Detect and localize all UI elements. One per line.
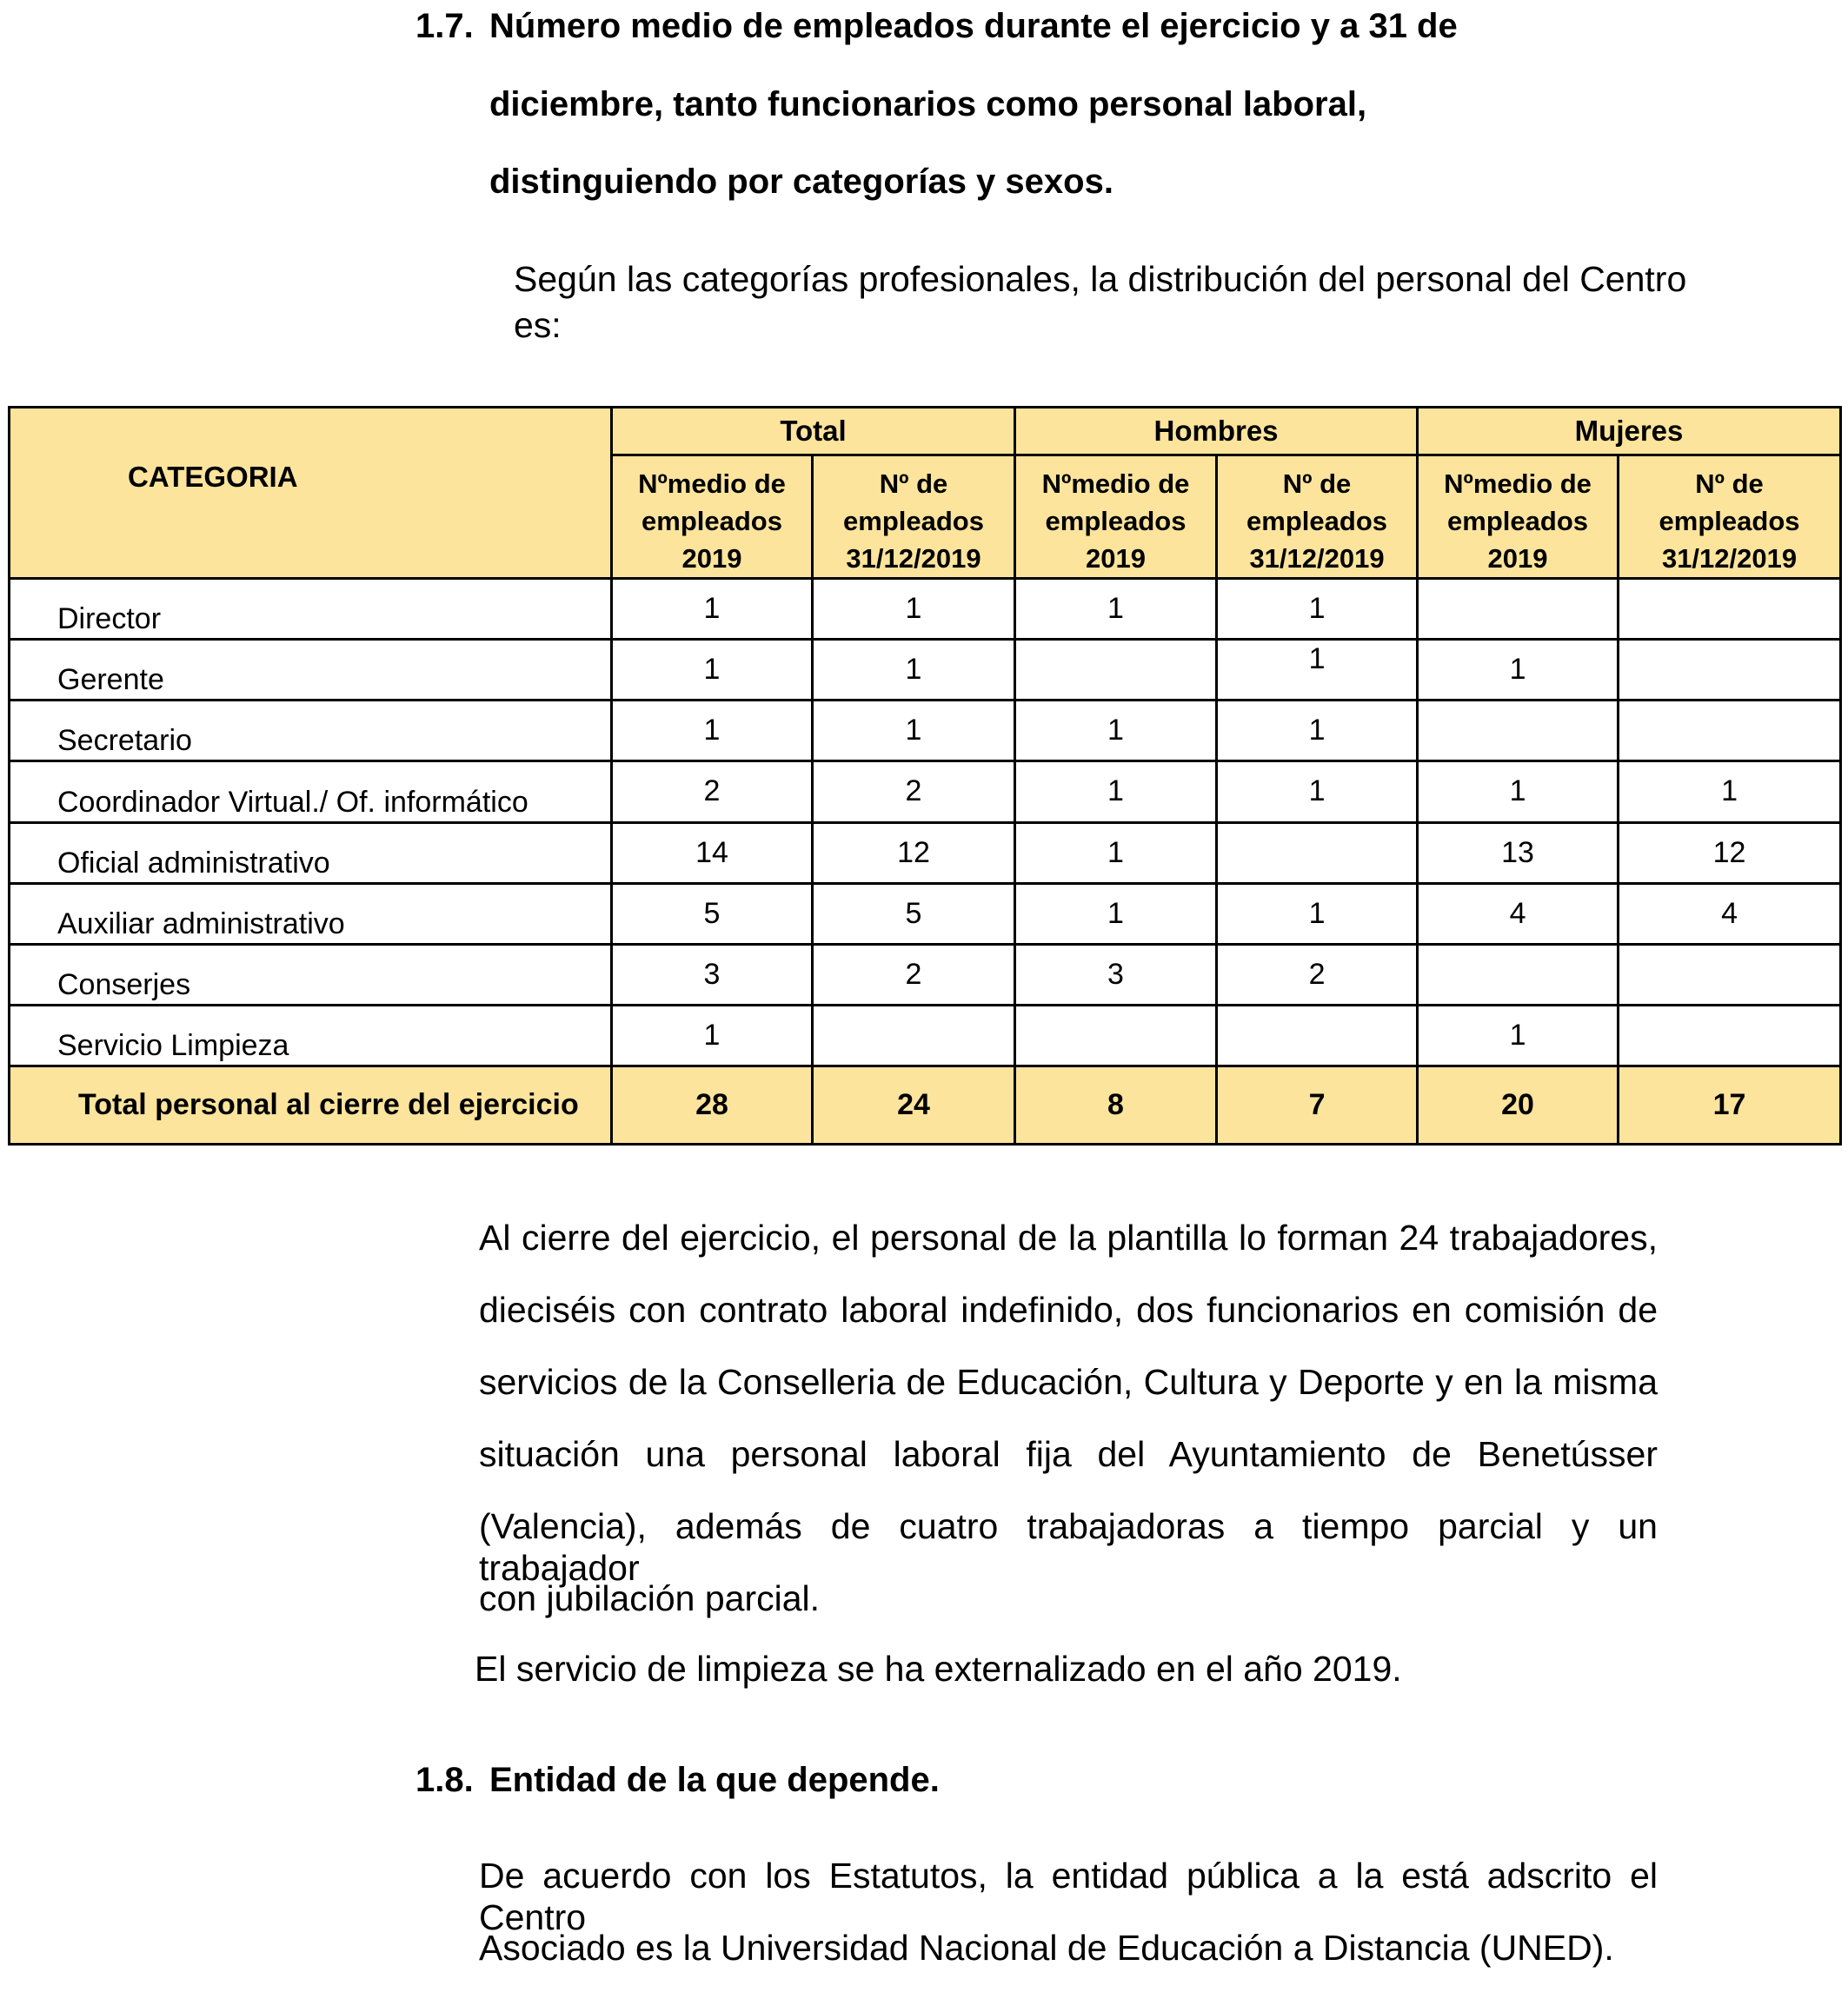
cell	[1619, 944, 1841, 1005]
cell: 1	[1418, 1005, 1619, 1066]
cell: 1	[813, 701, 1015, 761]
staff-paragraph	[479, 1217, 1658, 1650]
total-cell: 8	[1015, 1066, 1217, 1145]
cell: 2	[1217, 944, 1418, 1005]
cell	[1619, 701, 1841, 761]
table-header-row	[10, 408, 1841, 455]
table-row	[10, 579, 1841, 640]
paragraph-line: dieciséis con contrato laboral indefinido, dos funcionarios en comisión de	[479, 1290, 1658, 1330]
subheader-year-end: Nº de empleados 31/12/2019	[1619, 455, 1841, 579]
cell: 1	[1015, 822, 1217, 883]
table-row	[10, 761, 1841, 822]
cell	[1418, 944, 1619, 1005]
cell: 1	[1418, 761, 1619, 822]
cell: 13	[1418, 822, 1619, 883]
entity-paragraph	[479, 1855, 1658, 1999]
cell: 3	[612, 944, 813, 1005]
table-row	[10, 883, 1841, 944]
subheader-average: Nºmedio de empleados 2019	[612, 455, 813, 579]
cell: 2	[813, 944, 1015, 1005]
cell: 4	[1619, 883, 1841, 944]
cell	[1619, 1005, 1841, 1066]
paragraph-line: Asociado es la Universidad Nacional de Educación a Distancia (UNED).	[479, 1928, 1614, 1968]
cell: 1	[1217, 701, 1418, 761]
row-label: Auxiliar administrativo	[10, 883, 612, 944]
cell: 1	[612, 579, 813, 640]
cell: 1	[1217, 579, 1418, 640]
cell: 1	[1015, 761, 1217, 822]
total-cell: 20	[1418, 1066, 1619, 1145]
cell: 1	[813, 579, 1015, 640]
cell	[1418, 579, 1619, 640]
cell: 1	[612, 1005, 813, 1066]
group-header-total: Total	[612, 408, 1015, 455]
total-cell: 7	[1217, 1066, 1418, 1145]
cell: 5	[612, 883, 813, 944]
row-label: Secretario	[10, 701, 612, 761]
total-cell: 24	[813, 1066, 1015, 1145]
table-row	[10, 822, 1841, 883]
section-title-line: distinguiendo por categorías y sexos.	[489, 163, 1113, 201]
cell: 1	[1217, 640, 1418, 701]
subheader-year-end: Nº de empleados 31/12/2019	[1217, 455, 1418, 579]
row-label: Director	[10, 579, 612, 640]
table-row	[10, 640, 1841, 701]
cell	[1619, 579, 1841, 640]
group-header-women: Mujeres	[1418, 408, 1841, 455]
paragraph-line: con jubilación parcial.	[479, 1578, 821, 1618]
section-number: 1.7.	[415, 7, 474, 45]
cell: 12	[1619, 822, 1841, 883]
section-title-line: diciembre, tanto funcionarios como personal laboral,	[489, 85, 1367, 123]
cell: 2	[813, 761, 1015, 822]
cell: 1	[1217, 761, 1418, 822]
paragraph-line: (Valencia), además de cuatro trabajadoras a tiempo parcial y un trabajador	[479, 1506, 1658, 1588]
subheader-average: Nºmedio de empleados 2019	[1418, 455, 1619, 579]
total-cell: 28	[612, 1066, 813, 1145]
cell	[1015, 640, 1217, 701]
subheader-year-end: Nº de empleados 31/12/2019	[813, 455, 1015, 579]
intro-line: es:	[514, 305, 562, 345]
cell: 1	[813, 640, 1015, 701]
cell	[1418, 701, 1619, 761]
paragraph-line: Al cierre del ejercicio, el personal de la plantilla lo forman 24 trabajadores,	[479, 1218, 1658, 1258]
cell	[1217, 822, 1418, 883]
cell: 14	[612, 822, 813, 883]
cell: 1	[612, 640, 813, 701]
cell	[813, 1005, 1015, 1066]
cell: 1	[612, 701, 813, 761]
cell: 1	[1619, 761, 1841, 822]
section-title: Entidad de la que depende.	[489, 1761, 940, 1799]
cell: 1	[1015, 579, 1217, 640]
subheader-average: Nºmedio de empleados 2019	[1015, 455, 1217, 579]
table-row	[10, 701, 1841, 761]
paragraph-line: De acuerdo con los Estatutos, la entidad pública a la está adscrito el Centro	[479, 1856, 1658, 1937]
cell: 1	[1015, 883, 1217, 944]
intro-line: Según las categorías profesionales, la distribución del personal del Centro	[514, 259, 1687, 299]
cleaning-note: El servicio de limpieza se ha externalizado en el año 2019.	[475, 1649, 1402, 1689]
row-label: Gerente	[10, 640, 612, 701]
cell: 1	[1015, 701, 1217, 761]
cell: 1	[1217, 883, 1418, 944]
cell	[1015, 1005, 1217, 1066]
paragraph-line: situación una personal laboral fija del Ayuntamiento de Benetússer	[479, 1434, 1658, 1474]
section-number: 1.8.	[415, 1761, 474, 1799]
section-title-line: Número medio de empleados durante el ejercicio y a 31 de	[489, 7, 1458, 45]
total-row	[10, 1066, 1841, 1145]
cell: 5	[813, 883, 1015, 944]
cell: 1	[1418, 640, 1619, 701]
cell: 3	[1015, 944, 1217, 1005]
table-row	[10, 944, 1841, 1005]
row-label: Coordinador Virtual./ Of. informático	[10, 761, 612, 822]
group-header-men: Hombres	[1015, 408, 1418, 455]
cell: 4	[1418, 883, 1619, 944]
row-label: Servicio Limpieza	[10, 1005, 612, 1066]
total-label: Total personal al cierre del ejercicio	[10, 1066, 612, 1145]
cell	[1217, 1005, 1418, 1066]
employees-table	[8, 406, 1842, 1146]
row-label: Conserjes	[10, 944, 612, 1005]
paragraph-line: servicios de la Conselleria de Educación, Cultura y Deporte y en la misma	[479, 1362, 1658, 1402]
total-cell: 17	[1619, 1066, 1841, 1145]
category-header: CATEGORIA	[10, 408, 612, 579]
table-row	[10, 1005, 1841, 1066]
row-label: Oficial administrativo	[10, 822, 612, 883]
cell	[1619, 640, 1841, 701]
cell: 2	[612, 761, 813, 822]
cell: 12	[813, 822, 1015, 883]
